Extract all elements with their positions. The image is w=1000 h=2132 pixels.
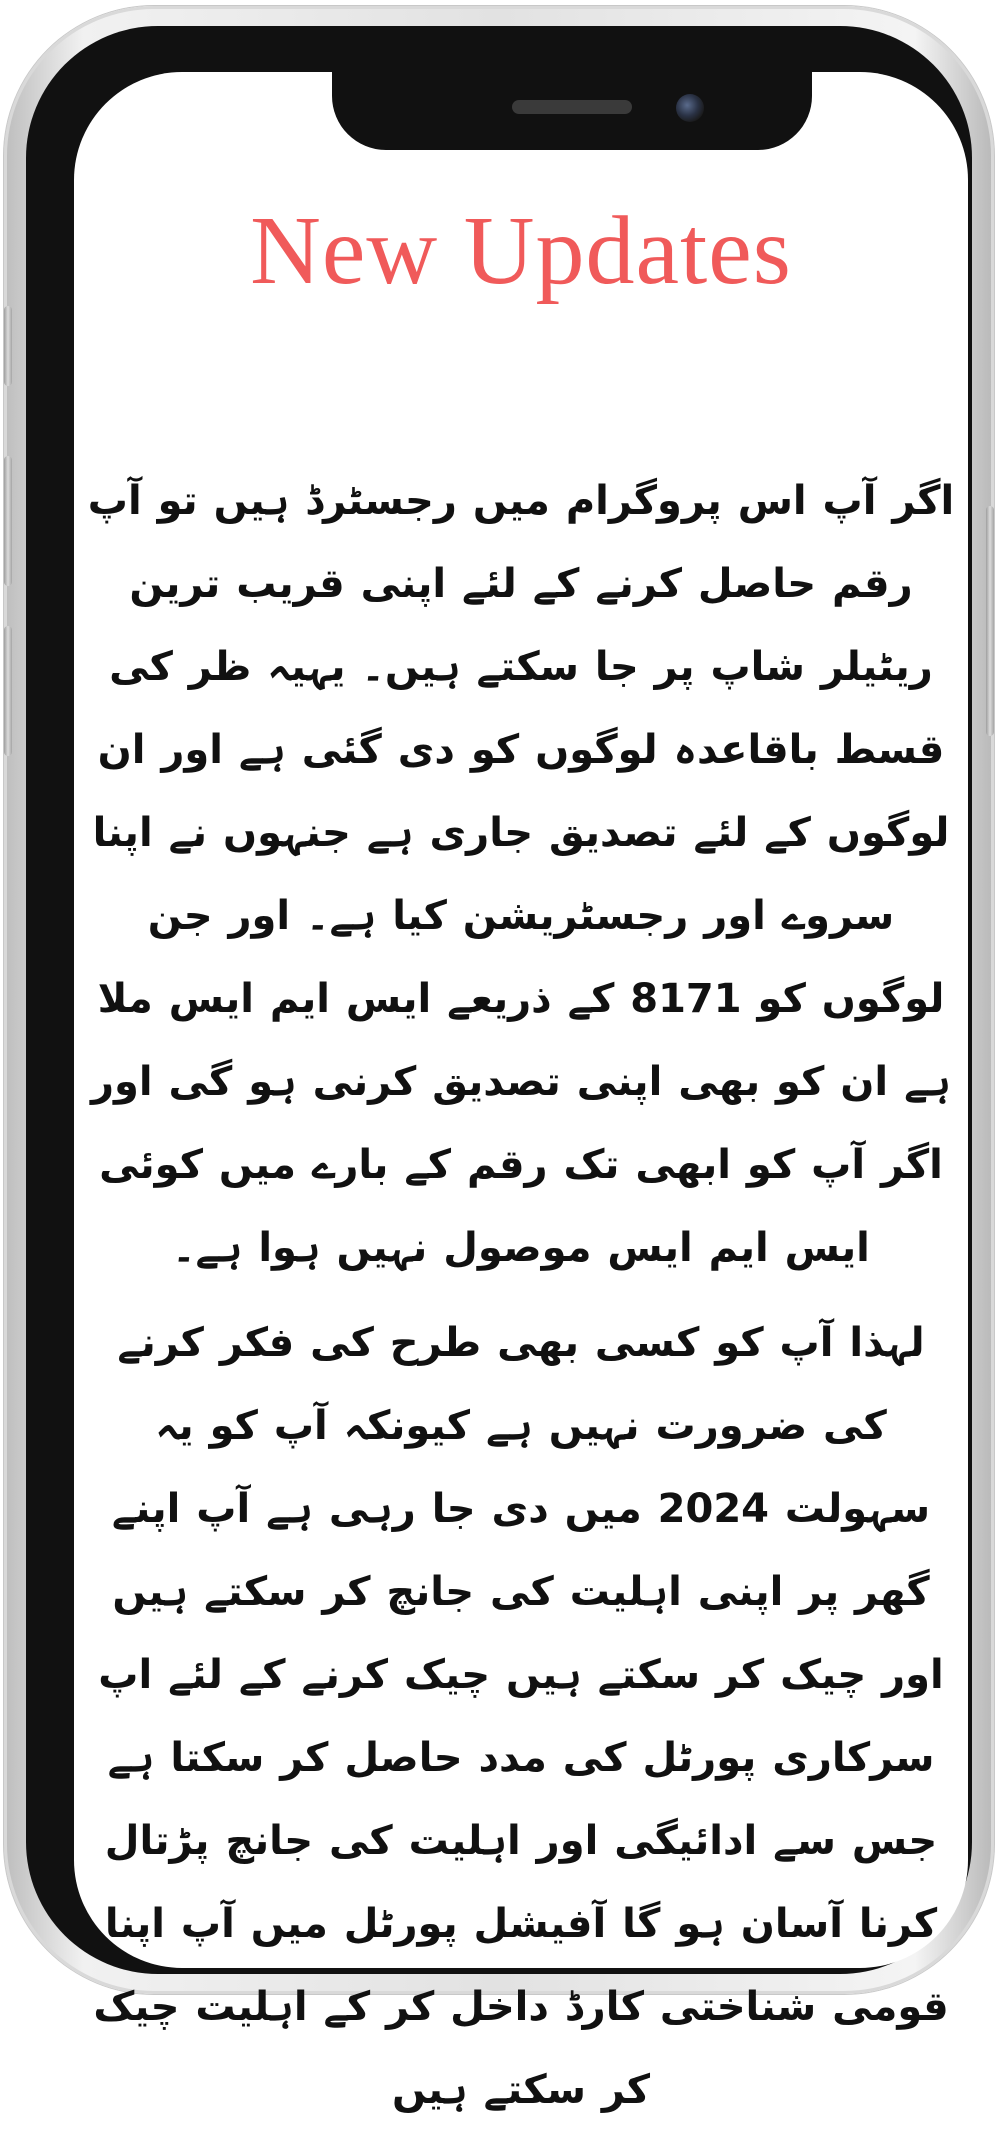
phone-screen	[74, 72, 968, 2113]
volume-down-button	[4, 626, 12, 756]
paragraph-1: اگر آپ اس پروگرام میں رجسٹرڈ ہیں تو آپ رقم حاصل کرنے کے لئے اپنی قریب ترین ریٹیلر شاپ پر جا سکتے ہیں۔ یہیہ ظر کی قسط باقاعدہ لوگوں کو دی گئی ہے اور ان لوگوں کے لئے تصدیق جاری ہے جنہوں نے اپنا سروے اور رجسٹریشن کیا ہے۔ اور جن لوگوں کو 8171 کے ذریعے ایس ایم ایس ملا ہے ان کو بھی اپنی تصدیق کرنی ہو گی اور اگر آپ کو ابھی تک رقم کے بارے میں کوئی ایس ایم ایس موصول نہیں ہوا ہے۔	[87, 478, 955, 1271]
notch	[332, 72, 812, 150]
phone-bezel	[26, 26, 972, 2113]
speaker-grille	[512, 100, 632, 114]
volume-up-button	[4, 456, 12, 586]
power-button	[986, 506, 994, 736]
front-camera-icon	[676, 94, 704, 122]
page-title: New Updates	[250, 197, 792, 305]
paragraph-2: لہذا آپ کو کسی بھی طرح کی فکر کرنے کی ضرورت نہیں ہے کیونکہ آپ کو یہ سہولت 2024 میں دی جا رہی ہے آپ اپنے گھر پر اپنی اہلیت کی جانچ کر سکتے ہیں اور چیک کر سکتے ہیں چیک کرنے کے لئے اپ سرکاری پورٹل کی مدد حاصل کر سکتا ہے جس سے ادائیگی اور اہلیت کی جانچ پڑتال کرنا آسان ہو گا آفیشل پورٹل میں آپ اپنا قومی شناختی کارڈ داخل کر کے اہلیت چیک کر سکتے ہیں	[93, 1320, 949, 2113]
mute-switch	[4, 306, 12, 386]
phone-frame	[4, 6, 994, 2113]
